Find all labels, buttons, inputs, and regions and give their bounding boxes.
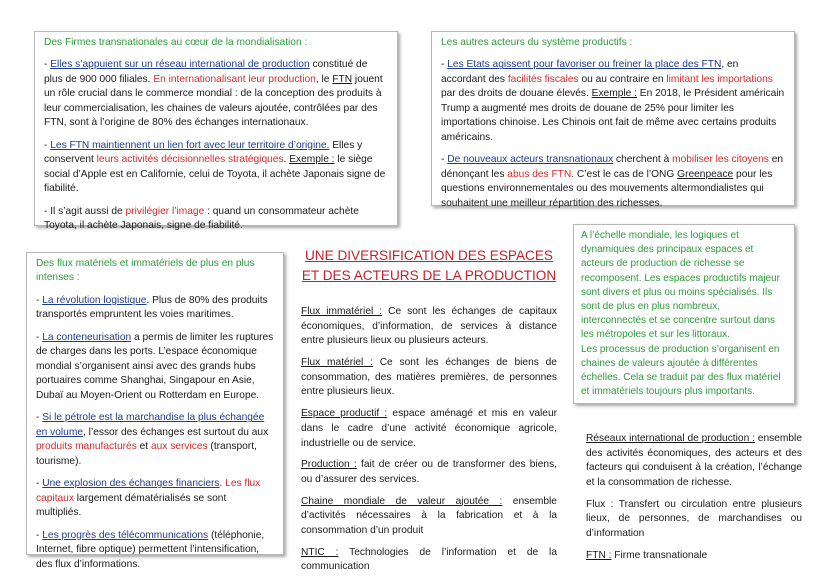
summary-text-2: Les processus de production s’organisent en chaines de valeurs ajoutée à différentes échelles. Cela se traduit par des flux matériel et immatériels toujours plus importants. [581, 343, 781, 398]
ftn-paragraph-2: - Les FTN maintiennent un lien fort avec leur territoire d’origine. Elles y conservent leurs activités décisionnelles stratégiques. Exemple : le siège social d’Apple est en Californie, celui de Toyota, il achète Japonais signe de fiabilité. [44, 139, 386, 195]
flows-paragraph-5: - Les progrès des télécommunications (téléphonie, Internet, fibre optique) permettent l’intensification, des flux d’informations. [36, 529, 265, 570]
summary-text-1: A l’échelle mondiale, les logiques et dynamiques des principaux espaces et acteurs de production de richesse se recomposent. Les espaces productifs majeur sont divers et plus ou moins spécialisés. Ils sont de plus en plus nombreux, interconnectés et se concentre surtout dans les métropoles et sur les littoraux. [581, 230, 780, 341]
page-title: UNE DIVERSIFICATION DES ESPACES ET DES ACTEURS DE LA PRODUCTION [301, 248, 557, 284]
definition-flux-materiel: Flux matériel : Ce sont les échanges de biens de consommation, des matières premières, de personnes entre plusieurs lieux. [301, 357, 557, 398]
other-actors-paragraph-2: - De nouveaux acteurs transnationaux cherchent à mobiliser les citoyens en dénonçant les abus des FTN. C’est le cas de l’ONG Greenpeace pour les questions environnementales ou des mouvements altermondialistes qui souhaitent une meilleur répartition des richesses. [441, 154, 784, 209]
other-actors-paragraph-1: - Les Etats agissent pour favoriser ou freiner la place des FTN, en accordant des facilités fiscales ou au contraire en limitant les importations par des droits de douane élevés. Exemple : En 2018, le Président américain Trump a augmenté mes droits de douane de 25% pour limiter les importations chinoise. Les Chinois ont fait de même avec certains produits américains. [441, 59, 785, 143]
flows-paragraph-3: - Si le pétrole est la marchandise la plus échangée en volume, l’essor des échanges est surtout du aux produits manufacturés et aux services (transport, tourisme). [36, 412, 269, 467]
definition-production: Production : fait de créer ou de transformer des biens, ou d’assurer des services. [301, 459, 557, 485]
flows-paragraph-1: - La révolution logistique. Plus de 80% des produits transportés empruntent les voies maritimes. [36, 294, 268, 321]
definition-flux: Flux : Transfert ou circulation entre plusieurs lieux, de personnes, de marchandises ou d’information [586, 498, 802, 540]
flows-paragraph-2: - La conteneurisation a permis de limiter les ruptures de charges dans les ports. L’espace économique mondial s’organisent ainsi avec des grands hubs portuaires comme Shanghai, Singapour en Asie, Dubaï au Moyen-Orient ou Rotterdam en Europe. [36, 331, 274, 401]
ftn-paragraph-3: - Il s’agit aussi de privilégier l’image : quand un consommateur achète Toyota, il achète Japonais, signe de fiabilité. [44, 205, 359, 232]
ftn-box-title: Des Firmes transnationales au cœur de la mondialisation : [44, 37, 308, 48]
definition-ftn: FTN : Firme transnationale [586, 549, 708, 561]
definition-flux-immateriel: Flux immatériel : Ce sont les échanges de capitaux économiques, d’information, de services à distance entre plusieurs lieux ou plusieurs acteurs. [301, 306, 557, 347]
other-actors-title: Les autres acteurs du système productifs : [441, 37, 633, 48]
definition-chaine-valeur: Chaine mondiale de valeur ajoutée : ensemble d’activités nécessaires à la fabrication et à la consommation d’un produit [301, 495, 557, 536]
center-definitions [301, 305, 557, 582]
definition-reseau-international: Réseaux international de production : ensemble des activités économiques, des acteurs et des facteurs qui conduisent à la création, l’échange et la consommation de richesse. [586, 433, 802, 489]
flows-paragraph-4: - Une explosion des échanges financiers. Les flux capitaux largement dématérialisés se sont multipliés. [36, 478, 261, 519]
summary-box [573, 224, 795, 404]
ftn-paragraph-1: - Elles s’appuient sur un réseau international de production constitué de plus de 900 000 filiales. En internationalisant leur production, le FTN jouent un rôle crucial dans le commerce mondial : de la conception des produits à leur commercialisation, les chaines de valeurs ajoutée, contrôlées par des FTN, sont à l’origine de 80% des échanges internationaux. [44, 59, 383, 129]
definition-ntic: NTIC : Technologies de l’information et de la communication [301, 546, 557, 573]
other-actors-box [431, 31, 795, 209]
definition-espace-productif: Espace productif : espace aménagé et mis en valeur dans le cadre d’une activité économique agricole, industrielle ou de service. [301, 408, 558, 449]
flows-title: Des flux matériels et immatériels de plus en plus intenses : [36, 258, 255, 284]
right-definitions [586, 432, 802, 571]
flows-box [26, 252, 284, 570]
ftn-box [34, 31, 398, 232]
